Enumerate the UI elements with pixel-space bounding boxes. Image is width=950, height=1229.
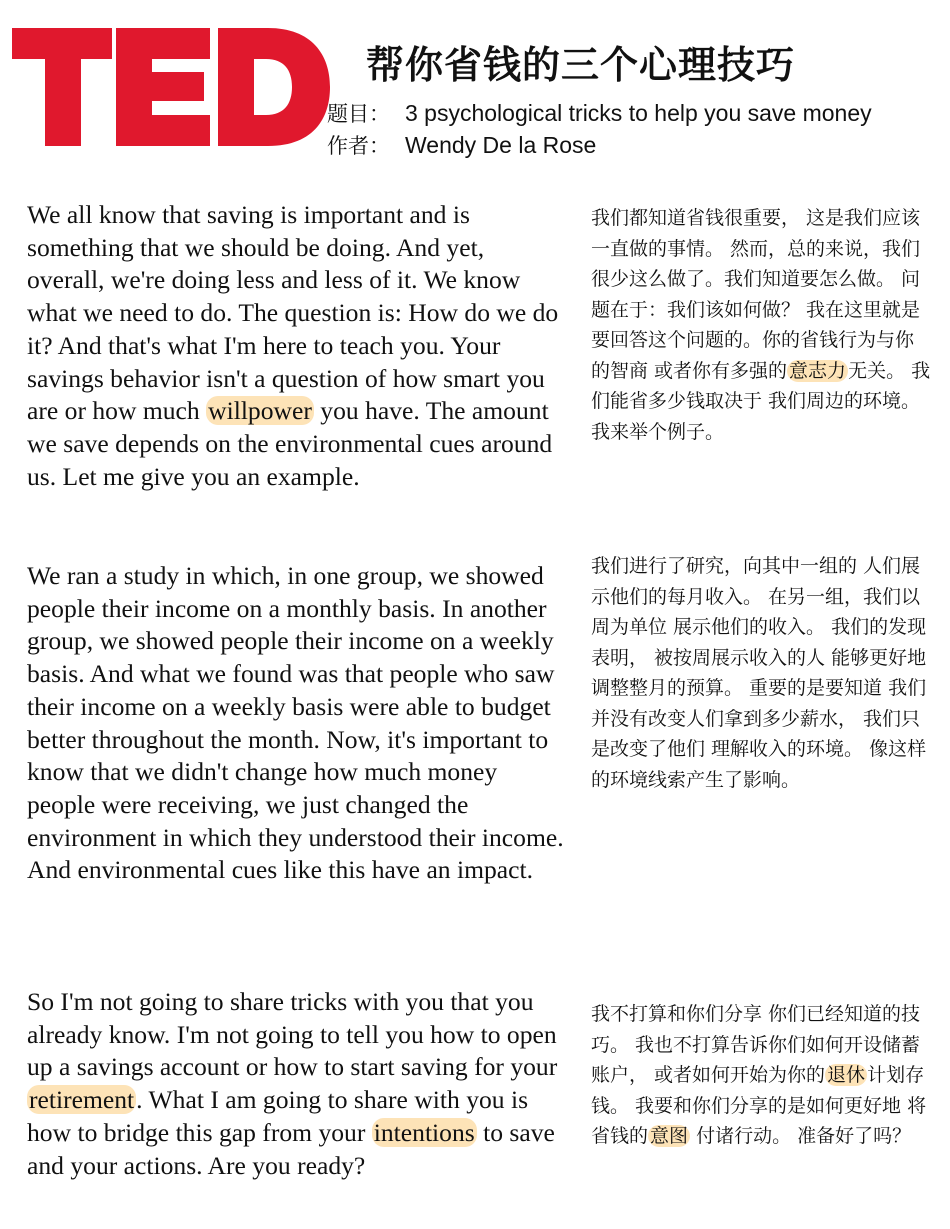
- en3-text-after: to save and your actions. Are you ready?: [27, 1117, 555, 1180]
- highlight-intentions: intentions: [373, 1117, 475, 1147]
- topic-label: 题目：: [327, 102, 390, 126]
- topic-line: [327, 98, 872, 128]
- highlight-yitu: 意图: [650, 1125, 689, 1147]
- topic-value: 3 psychological tricks to help you save money: [405, 100, 872, 126]
- ted-logo: [12, 20, 330, 148]
- en3-text-before: So I'm not going to share tricks with you that you already know. I'm not going to tell you how to open up a savings account or how to start saving for your: [27, 987, 558, 1082]
- chinese-paragraph-1: [591, 203, 931, 447]
- en3-text-mid: . What I am going to share with you is how to bridge this gap from your: [27, 1085, 529, 1147]
- author-label: 作者：: [327, 134, 390, 158]
- zh1-text-before: 我们都知道省钱很重要， 这是我们应该一直做的事情。 然而，总的来说，我们很少这么做了。我们知道要怎么做。 问题在于：我们该如何做？ 我在这里就是要回答这个问题的。你的省钱行为与你的智商 或者你有多强的: [591, 207, 921, 382]
- english-paragraph-2: We ran a study in which, in one group, we showed people their income on a monthly basis. In another group, we showed people their income on a weekly basis. And what we found was that people who saw their income on a weekly basis were able to budget better throughout the month. Now, it's important to know that we didn't change how much money people were receiving, we just changed the environment in which they understood their income. And environmental cues like this have an impact.: [27, 561, 564, 885]
- highlight-retirement: retirement: [29, 1085, 135, 1115]
- highlight-yizhili: 意志力: [789, 359, 847, 382]
- ted-logo-graphic: [12, 20, 330, 148]
- highlight-tuixiu: 退休: [827, 1064, 866, 1086]
- author-line: [327, 130, 596, 160]
- en1-text-after: you have. The amount we save depends on the environmental cues around us. Let me give you an example.: [27, 396, 553, 491]
- chinese-paragraph-2: 我们进行了研究，向其中一组的 人们展示他们的每月收入。 在另一组，我们以周为单位 展示他们的收入。 我们的发现表明， 被按周展示收入的人 能够更好地调整整月的预算。 重要的是要知道 我们并没有改变人们拿到多少薪水， 我们只是改变了他们 理解收入的环境。 像这样的环境线索产生了影响。: [591, 555, 927, 791]
- english-paragraph-3: [27, 986, 567, 1182]
- page-title: 帮你省钱的三个心理技巧: [366, 43, 796, 87]
- zh3-text-before: 我不打算和你们分享 你们已经知道的技巧。 我也不打算告诉你们如何开设储蓄账户， 或者如何开始为你的: [591, 1003, 921, 1086]
- author-value: Wendy De la Rose: [405, 132, 597, 158]
- chinese-paragraph-3: [591, 999, 931, 1152]
- en1-text-before: We all know that saving is important and is something that we should be doing. And yet, overall, we're doing less and less of it. We know what we need to do. The question is: How do we do it? And that's what I'm here to teach you. Your savings behavior isn't a question of how smart you are or how much: [27, 200, 559, 426]
- highlight-willpower: willpower: [208, 396, 312, 426]
- english-paragraph-1: [27, 199, 567, 493]
- zh3-text-mid: 计划存钱。 我要和你们分享的是如何更好地 将省钱的: [591, 1064, 927, 1147]
- zh3-text-after: 付诸行动。 准备好了吗？: [690, 1125, 912, 1147]
- zh1-text-after: 无关。 我们能省多少钱取决于 我们周边的环境。 我来举个例子。: [591, 359, 931, 443]
